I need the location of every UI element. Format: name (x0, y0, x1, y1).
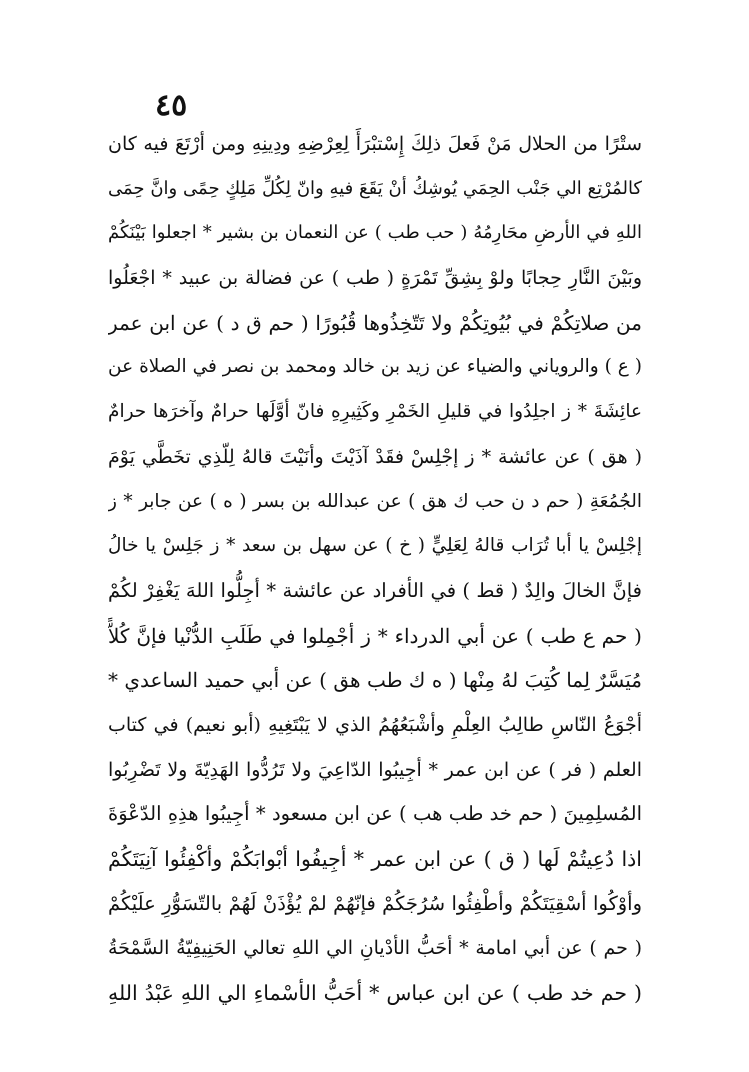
text-line: ( ع ) والروياني والضياء عن زيد بن خالد ومحمد بن نصر في الصلاة عن (108, 356, 642, 378)
text-line: إجْلِسْ يا أبا تُرَاب قالهُ لِعَلِيٍّ ( خ ) عن سهل بن سعد * ز جَلِسْ يا خالُ (108, 535, 642, 557)
page-number: ٤٥ (155, 88, 188, 123)
text-line: اذا دُعِيتُمْ لَها ( ق ) عن ابن عمر * أجِيفُوا أبْوابَكُمْ وأكْفِئُوا آنِيَتَكُمْ (108, 847, 642, 871)
text-line: ( حم ع طب ) عن أبي الدرداء * ز أجْمِلوا في طَلَبِ الدُّنْيا فإنَّ كُلاًّ (108, 623, 642, 648)
text-line: العلم ( فر ) عن ابن عمر * أجِيبُوا الدّاعِيَ ولا تَرُدُّوا الهَدِيّةَ ولا تَضْرِبُوا (108, 758, 642, 781)
text-line: وأوْكُوا أسْقِيَتَكُمْ وأطْفِئُوا سُرُجَكُمْ فإنّهُمْ لمْ يُؤْذَنْ لَهُمْ بالتّسَوُّرِ علَيْكُمْ (108, 891, 642, 915)
text-line: وبَيْنَ النَّارِ حِجابًا ولوْ بِشِقِّ تَمْرَةٍ ( طب ) عن فضالة بن عبيد * اجْعَلُوا (108, 267, 642, 290)
text-line: ( هق ) عن عائشة * ز إجْلِسْ فقَدْ آذَيْتَ وأنَيْتَ قالهُ لِلّذِي تخَطَّي يَوْمَ (108, 445, 642, 468)
text-line: اللهِ في الأرضِ محَارِمُهُ ( حب طب ) عن النعمان بن بشير * اجعلوا بَيْنَكُمْ (108, 222, 642, 244)
text-line: ( حم ) عن أبي امامة * أحَبُّ الأدْيانِ الي اللهِ تعالي الحَنِيفِيّةُ السَّمْحَةُ (108, 937, 642, 960)
text-line: مُيَسَّرٌ لِما كُتِبَ لهُ مِنْها ( ه ك طب هق ) عن أبي حميد الساعدي * (108, 668, 642, 693)
hadith-text-block (108, 122, 642, 1016)
text-line: عائِشَةَ * ز اجلِدُوا في قليلِ الخَمْرِ وكَثِيرِهِ فانّ أوَّلَها حرامٌ وآخرَها حرامٌ (108, 401, 642, 423)
text-line: المُسلِمِينَ ( حم خد طب هب ) عن ابن مسعود * أجِيبُوا هذِهِ الدّعْوَةَ (108, 802, 642, 826)
text-line: ( حم خد طب ) عن ابن عباس * أحَبُّ الأسْماءِ الي اللهِ عَبْدُ اللهِ (108, 981, 642, 1006)
text-line: ستْرًا من الحلال مَنْ فَعلَ ذلِكَ إِسْتبْرَأَ لِعِرْضِهِ ودِينِهِ ومن أرْتَعَ فيه كان (108, 133, 642, 155)
text-line: كالمُرْتِع الي جَنْب الحِمَي يُوشِكُ أنْ يَقَعَ فيهِ وانّ لِكُلِّ مَلِكٍ حِمًى وانَّ حِمَى (108, 177, 642, 199)
text-line: من صلاتِكُمْ في بُيُوتِكُمْ ولا تَتّخِذُوها قُبُورًا ( حم ق د ) عن ابن عمر (108, 310, 642, 335)
text-line: أجْوَعُ النّاسِ طالِبُ العِلْمِ وأشْبَعُهُمُ الذي لا يَبْتَغِيهِ (أبو نعيم) في كتاب (108, 713, 642, 736)
text-line: الجُمُعَةِ ( حم د ن حب ك هق ) عن عبدالله بن بسر ( ه ) عن جابر * ز (108, 490, 642, 512)
text-line: فإنَّ الخالَ والِدٌ ( قط ) في الأفراد عن عائشة * أجِلُّوا اللهَ يَغْفِرْ لكُمْ (108, 578, 642, 602)
